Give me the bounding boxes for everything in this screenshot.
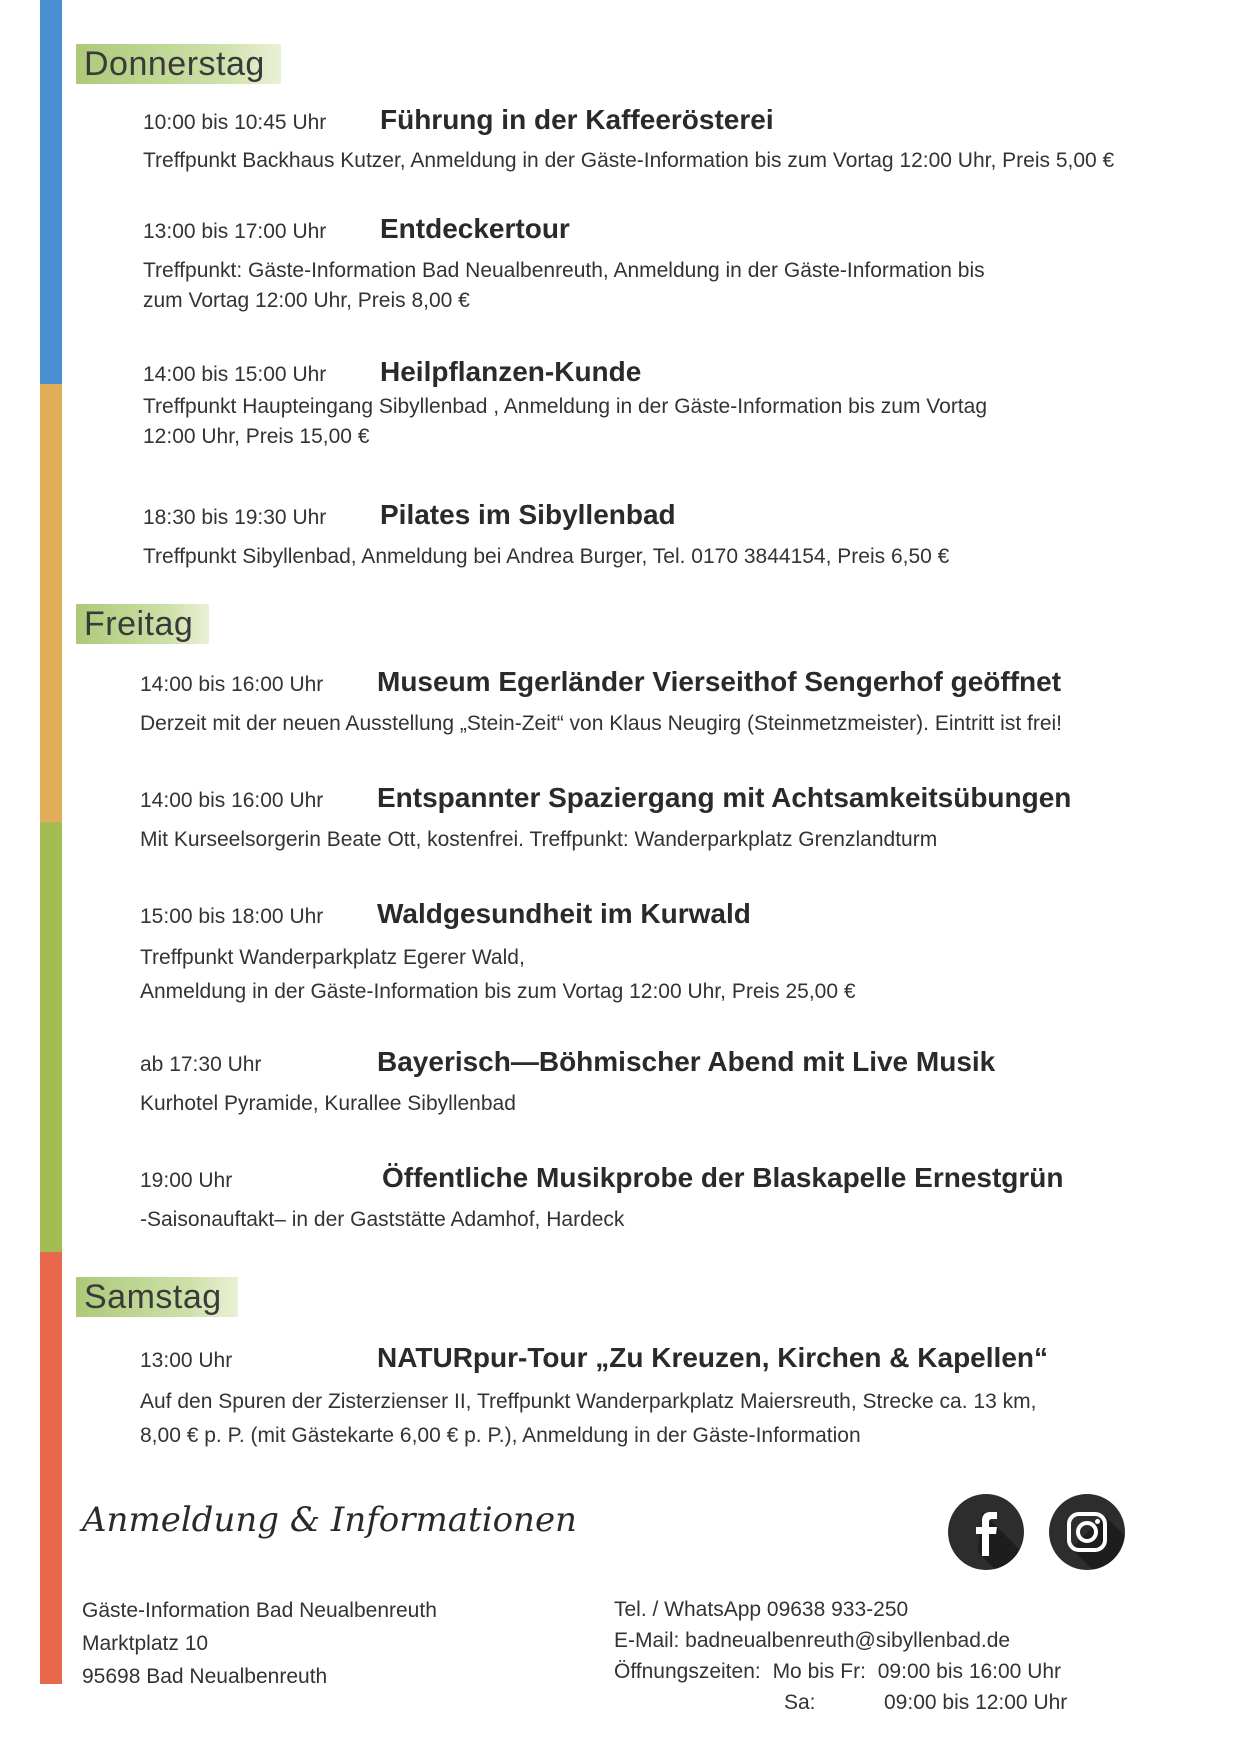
- address-block: [82, 1594, 437, 1693]
- hours-sat-label: Sa:: [784, 1691, 816, 1714]
- event-description: [143, 256, 1203, 316]
- footer-title: Anmeldung & Informationen: [82, 1500, 577, 1540]
- side-bar-blue: [40, 0, 62, 384]
- event-description-line: zum Vortag 12:00 Uhr, Preis 8,00 €: [143, 289, 470, 312]
- hours-sat-value: 09:00 bis 12:00 Uhr: [884, 1691, 1068, 1714]
- event-time: 19:00 Uhr: [140, 1169, 233, 1192]
- event-description-line: Auf den Spuren der Zisterzienser II, Treffpunkt Wanderparkplatz Maiersreuth, Strecke ca. 13 km,: [140, 1390, 1037, 1413]
- event-description: [140, 709, 1200, 739]
- event-description-line: Kurhotel Pyramide, Kurallee Sibyllenbad: [140, 1092, 516, 1115]
- phone-number[interactable]: Tel. / WhatsApp 09638 933-250: [614, 1598, 909, 1621]
- event-description: [140, 941, 1200, 1009]
- facebook-button[interactable]: [948, 1494, 1024, 1570]
- event-time: 15:00 bis 18:00 Uhr: [140, 905, 324, 928]
- event-title: Pilates im Sibyllenbad: [380, 499, 676, 530]
- event-description: [143, 146, 1203, 176]
- address-line: 95698 Bad Neualbenreuth: [82, 1665, 328, 1688]
- event-description-line: Mit Kurseelsorgerin Beate Ott, kostenfrei. Treffpunkt: Wanderparkplatz Grenzlandturm: [140, 828, 938, 851]
- day-heading-samstag: Samstag: [76, 1277, 238, 1317]
- event-title: Entdeckertour: [380, 213, 570, 244]
- event-description-line: Treffpunkt Backhaus Kutzer, Anmeldung in der Gäste-Information bis zum Vortag 12:00 Uhr, Preis 5,00 €: [143, 149, 1115, 172]
- day-heading-donnerstag: Donnerstag: [76, 44, 281, 84]
- event-time: 14:00 bis 15:00 Uhr: [143, 363, 327, 386]
- hours-weekday-value: 09:00 bis 16:00 Uhr: [877, 1660, 1062, 1683]
- event-title: Öffentliche Musikprobe der Blaskapelle Ernestgrün: [382, 1162, 1064, 1193]
- event-title: NATURpur-Tour „Zu Kreuzen, Kirchen & Kapellen“: [377, 1342, 1048, 1373]
- event-title: Waldgesundheit im Kurwald: [377, 898, 751, 929]
- event-description-line: Treffpunkt Wanderparkplatz Egerer Wald,: [140, 946, 525, 969]
- event-description-line: -Saisonauftakt– in der Gaststätte Adamhof, Hardeck: [140, 1208, 625, 1231]
- side-bar-green: [40, 822, 62, 1252]
- event-description: [140, 1205, 1200, 1235]
- event-description-line: Treffpunkt Sibyllenbad, Anmeldung bei Andrea Burger, Tel. 0170 3844154, Preis 6,50 €: [143, 545, 950, 568]
- address-line: Gäste-Information Bad Neualbenreuth: [82, 1599, 437, 1622]
- event-description: [140, 1385, 1200, 1453]
- event-description-line: Derzeit mit der neuen Ausstellung „Stein-Zeit“ von Klaus Neugirg (Steinmetzmeister). Eintritt ist frei!: [140, 712, 1063, 735]
- event-description-line: 8,00 € p. P. (mit Gästekarte 6,00 € p. P.), Anmeldung in der Gäste-Information: [140, 1424, 861, 1447]
- event-title: Bayerisch—Böhmischer Abend mit Live Musik: [377, 1046, 996, 1077]
- facebook-icon: [948, 1494, 1024, 1570]
- hours-label: Öffnungszeiten:: [614, 1660, 761, 1683]
- event-description: [143, 542, 1203, 572]
- event-description: [140, 825, 1200, 855]
- event-time: 18:30 bis 19:30 Uhr: [143, 506, 327, 529]
- event-time: 13:00 bis 17:00 Uhr: [143, 220, 327, 243]
- instagram-icon: [1049, 1494, 1125, 1570]
- event-description: [140, 1089, 1200, 1119]
- side-bar-orange: [40, 384, 62, 822]
- instagram-button[interactable]: [1049, 1494, 1125, 1570]
- event-time: 14:00 bis 16:00 Uhr: [140, 673, 324, 696]
- event-title: Heilpflanzen-Kunde: [380, 356, 642, 387]
- event-title: Führung in der Kaffeerösterei: [380, 104, 774, 135]
- side-bar-red: [40, 1252, 62, 1684]
- event-description: [143, 392, 1203, 452]
- event-description-line: Anmeldung in der Gäste-Information bis zum Vortag 12:00 Uhr, Preis 25,00 €: [140, 980, 856, 1003]
- opening-hours-saturday: [614, 1687, 1068, 1718]
- email-address[interactable]: E-Mail: badneualbenreuth@sibyllenbad.de: [614, 1629, 1011, 1652]
- hours-weekday-label: Mo bis Fr:: [772, 1660, 866, 1683]
- opening-hours-weekday: [614, 1656, 1061, 1687]
- event-description-line: Treffpunkt Haupteingang Sibyllenbad , Anmeldung in der Gäste-Information bis zum Vortag: [143, 395, 987, 418]
- event-description-line: 12:00 Uhr, Preis 15,00 €: [143, 425, 370, 448]
- contact-block: [614, 1594, 1068, 1718]
- event-time: ab 17:30 Uhr: [140, 1053, 262, 1076]
- event-title: Museum Egerländer Vierseithof Sengerhof geöffnet: [377, 666, 1062, 697]
- event-time: 13:00 Uhr: [140, 1349, 233, 1372]
- event-title: Entspannter Spaziergang mit Achtsamkeitsübungen: [377, 782, 1072, 813]
- day-heading-freitag: Freitag: [76, 604, 209, 644]
- event-time: 14:00 bis 16:00 Uhr: [140, 789, 324, 812]
- event-description-line: Treffpunkt: Gäste-Information Bad Neualbenreuth, Anmeldung in der Gäste-Information bis: [143, 259, 985, 282]
- event-time: 10:00 bis 10:45 Uhr: [143, 111, 327, 134]
- address-line: Marktplatz 10: [82, 1632, 209, 1655]
